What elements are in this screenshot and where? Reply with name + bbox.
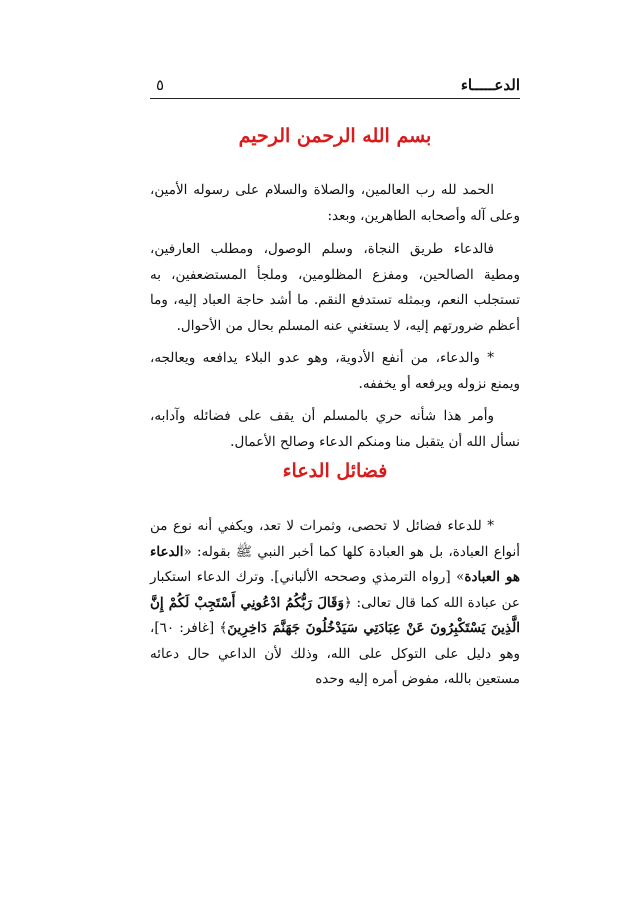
- paragraph-dua-etiquette: [150, 404, 520, 455]
- page-number: ٥: [156, 76, 165, 94]
- virtues-text-part3: ﴾ [غافر: ٦٠]، وهو دليل على التوكل على الله، وذلك لأن الداعي حال دعائه مستعين بالله، مفوض أمره إليه وحده: [150, 620, 520, 687]
- hadith-quote: الدعاء هو العبادة: [150, 543, 520, 585]
- paragraph-intro: [150, 178, 520, 229]
- paragraph-text: * والدعاء، من أنفع الأدوية، وهو عدو البلاء يدافعه ويعالجه، ويمنع نزوله ويرفعه أو يخففه.: [150, 350, 520, 392]
- paragraph-text: وأمر هذا شأنه حري بالمسلم أن يقف على فضائله وآدابه، نسأل الله أن يتقبل منا ومنكم الدعاء وصالح الأعمال.: [150, 408, 520, 450]
- paragraph-text: [150, 514, 520, 693]
- virtues-text-part2: » [رواه الترمذي وصححه الألباني]. وترك الدعاء استكبار عن عبادة الله كما قال تعالى: ﴿: [150, 569, 520, 611]
- virtues-text-part1: * للدعاء فضائل لا تحصى، وثمرات لا تعد، ويكفي أنه نوع من أنواع العبادة، بل هو العبادة كلها كما أخبر النبي ﷺ بقوله: «: [150, 518, 520, 560]
- paragraph-virtues: [150, 514, 520, 693]
- paragraph-text: فالدعاء طريق النجاة، وسلم الوصول، ومطلب العارفين، ومطية الصالحين، ومفزع المظلومين، وملجأ المستضعفين، به تستجلب النعم، وبمثله تستدفع النقم. ما أشد حاجة العباد إليه، وما أعظم ضرورتهم إليه، لا يستغني عنه المسلم بحال من الأحوال.: [150, 241, 520, 334]
- paragraph-dua-path: [150, 237, 520, 339]
- section-title: فضائل الدعاء: [282, 460, 388, 482]
- paragraph-dua-medicine: [150, 346, 520, 397]
- quran-verse: وَقَالَ رَبُّكُمُ ادْعُونِي أَسْتَجِبْ لَكُمْ إِنَّ الَّذِينَ يَسْتَكْبِرُونَ عَنْ عِبَادَتِي سَيَدْخُلُونَ جَهَنَّمَ دَاخِرِينَ: [150, 594, 520, 636]
- running-title: الدعـــــاء: [460, 76, 520, 94]
- paragraph-text: الحمد لله رب العالمين، والصلاة والسلام على رسوله الأمين، وعلى آله وأصحابه الطاهرين، وبعد:: [150, 182, 520, 224]
- basmala-heading: بسم الله الرحمن الرحيم: [238, 125, 432, 147]
- page-header: [150, 76, 520, 99]
